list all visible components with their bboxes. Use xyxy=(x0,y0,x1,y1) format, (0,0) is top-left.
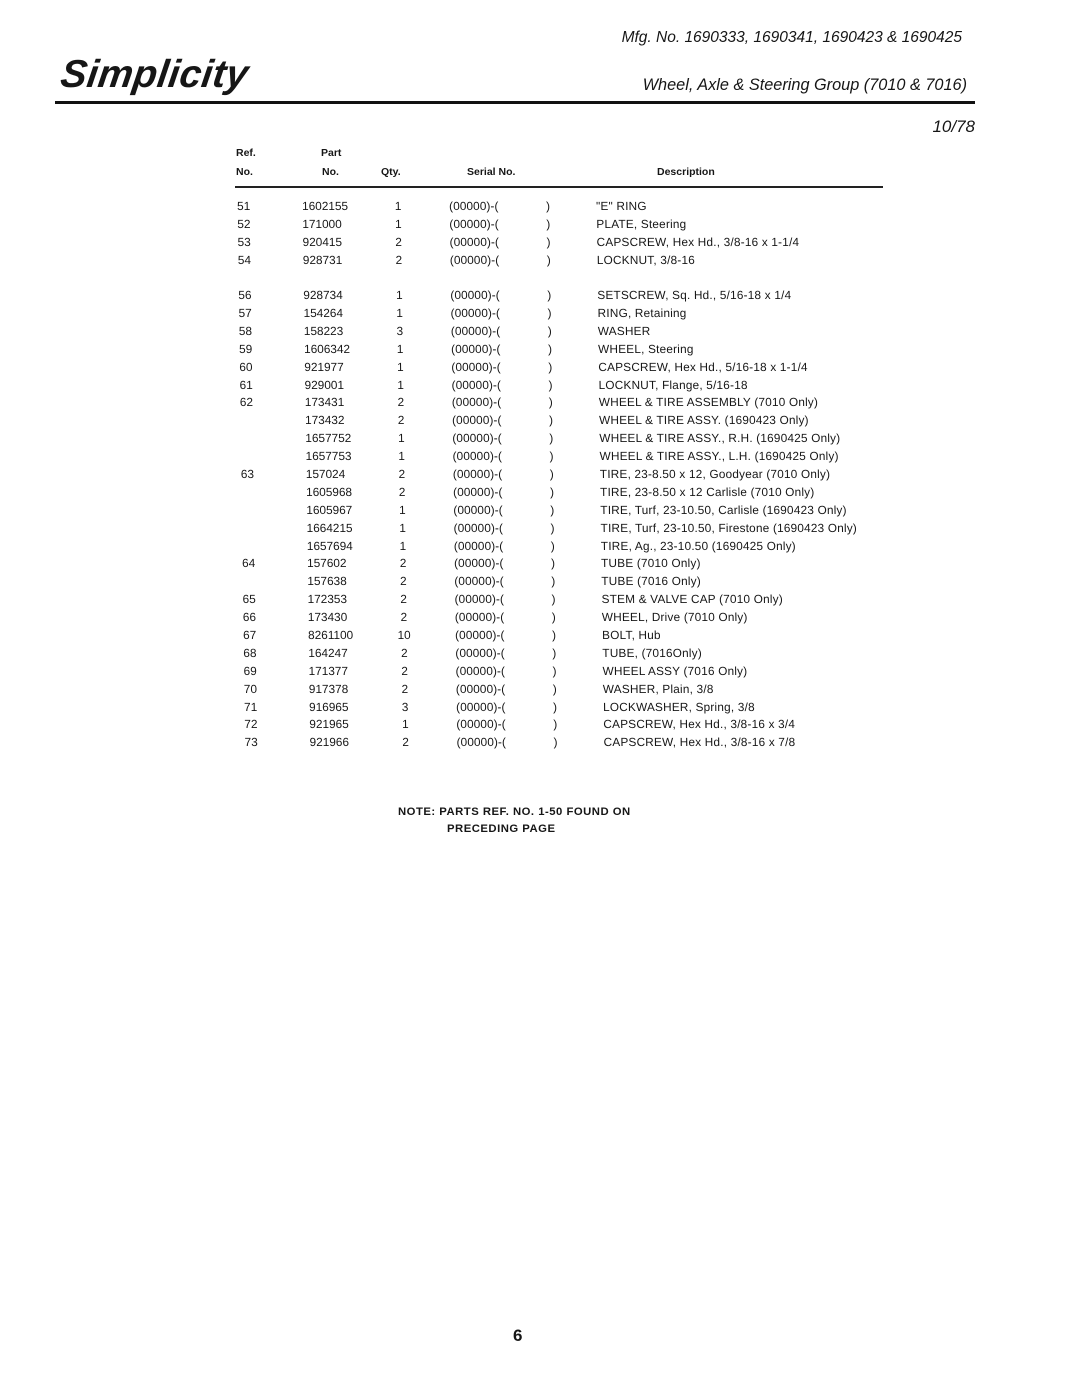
table-row xyxy=(2,359,1080,377)
part-number: 171377 xyxy=(308,663,349,678)
quantity: 2 xyxy=(399,556,407,571)
ref-number: 51 xyxy=(237,199,251,213)
table-row xyxy=(1,305,1080,323)
table-row xyxy=(1,287,1080,305)
serial-number-close: ) xyxy=(546,234,551,249)
serial-number-close: ) xyxy=(552,681,557,696)
part-number: 920415 xyxy=(302,234,343,249)
serial-number-close: ) xyxy=(551,556,556,571)
serial-number-close: ) xyxy=(549,449,554,464)
part-number: 928734 xyxy=(303,288,343,303)
column-header-qty: Qty. xyxy=(381,166,401,178)
serial-number: (00000)-( xyxy=(449,216,499,231)
serial-number: (00000)-( xyxy=(455,645,505,660)
description: CAPSCREW, Hex Hd., 5/16-18 x 1-1/4 xyxy=(598,359,808,374)
quantity: 1 xyxy=(399,538,407,553)
note-line-2: PRECEDING PAGE xyxy=(447,823,556,835)
table-row xyxy=(5,555,1080,573)
ref-number: 67 xyxy=(243,627,257,642)
description: TUBE (7010 Only) xyxy=(601,556,701,571)
column-header-description: Description xyxy=(657,166,715,178)
part-number: 1605968 xyxy=(306,484,353,499)
table-row xyxy=(3,412,1080,430)
serial-number-close: ) xyxy=(551,610,556,625)
header-rule xyxy=(55,101,975,104)
serial-number: (00000)-( xyxy=(451,359,501,374)
description: TUBE (7016 Only) xyxy=(601,574,702,589)
table-row xyxy=(4,466,1080,484)
ref-number: 60 xyxy=(239,359,253,374)
description: LOCKNUT, Flange, 5/16-18 xyxy=(598,377,748,392)
column-header-part-line2: No. xyxy=(322,166,339,178)
part-number: 1657753 xyxy=(305,449,352,464)
serial-number-close: ) xyxy=(553,699,558,714)
serial-number-close: ) xyxy=(550,484,555,499)
serial-number-close: ) xyxy=(553,735,558,750)
quantity: 1 xyxy=(396,359,404,374)
quantity: 2 xyxy=(397,413,405,428)
description: CAPSCREW, Hex Hd., 3/8-16 x 1-1/4 xyxy=(596,234,800,249)
serial-number: (00000)-( xyxy=(455,663,506,678)
ref-number: 65 xyxy=(242,592,256,607)
ref-number: 69 xyxy=(243,663,257,678)
group-title: Wheel, Axle & Steering Group (7010 & 7016) xyxy=(642,76,967,94)
description: TIRE, Ag., 23-10.50 (1690425 Only) xyxy=(600,538,796,553)
serial-number-close: ) xyxy=(549,431,554,446)
table-row xyxy=(6,627,1080,645)
part-number: 173432 xyxy=(305,413,345,428)
ref-number: 72 xyxy=(244,717,258,732)
serial-number: (00000)-( xyxy=(455,681,506,696)
serial-number: (00000)-( xyxy=(456,735,507,750)
quantity: 2 xyxy=(398,466,406,481)
description: TUBE, (7016Only) xyxy=(602,645,703,660)
serial-number-close: ) xyxy=(552,645,557,660)
ref-number: 52 xyxy=(237,216,251,231)
quantity: 2 xyxy=(398,484,406,499)
page-number: 6 xyxy=(513,1326,523,1345)
quantity: 1 xyxy=(395,288,403,303)
quantity: 2 xyxy=(399,574,407,589)
serial-number-close: ) xyxy=(546,216,551,231)
serial-number: (00000)-( xyxy=(452,449,503,464)
table-row xyxy=(0,198,1080,216)
description: TIRE, 23-8.50 x 12, Goodyear (7010 Only) xyxy=(599,466,831,481)
table-row xyxy=(3,394,1080,412)
description: WASHER xyxy=(597,323,651,338)
description: WHEEL, Steering xyxy=(598,341,694,356)
serial-number: (00000)-( xyxy=(453,502,503,517)
table-row xyxy=(4,484,1080,502)
ref-number: 71 xyxy=(244,699,258,714)
part-number: 921977 xyxy=(304,359,344,374)
part-number: 158223 xyxy=(303,323,344,338)
table-row xyxy=(7,681,1080,699)
part-number: 1664215 xyxy=(306,520,353,535)
table-row xyxy=(1,252,1080,270)
description: CAPSCREW, Hex Hd., 3/8-16 x 3/4 xyxy=(603,717,796,732)
ref-number: 61 xyxy=(239,377,253,392)
serial-number: (00000)-( xyxy=(451,377,502,392)
serial-number: (00000)-( xyxy=(451,395,502,410)
part-number: 157024 xyxy=(305,466,346,481)
description: WHEEL & TIRE ASSY. (1690423 Only) xyxy=(599,413,809,428)
serial-number-close: ) xyxy=(547,323,552,338)
table-row xyxy=(4,520,1080,538)
description: STEM & VALVE CAP (7010 Only) xyxy=(601,592,784,607)
ref-number: 56 xyxy=(238,288,252,303)
table-row xyxy=(0,234,1080,252)
serial-number-close: ) xyxy=(550,538,555,553)
table-row xyxy=(5,573,1080,591)
quantity: 1 xyxy=(396,305,403,320)
column-header-part-line1: Part xyxy=(321,147,342,159)
table-row xyxy=(3,448,1080,466)
part-number: 157602 xyxy=(307,556,347,571)
serial-number-close: ) xyxy=(548,359,553,374)
serial-number-close: ) xyxy=(550,502,555,517)
part-number: 171000 xyxy=(302,216,342,231)
serial-number: (00000)-( xyxy=(449,234,500,249)
quantity: 2 xyxy=(400,645,408,660)
part-number: 921966 xyxy=(309,735,350,750)
part-number: 929001 xyxy=(304,377,345,392)
table-row xyxy=(2,377,1080,395)
serial-number: (00000)-( xyxy=(456,699,506,714)
quantity: 2 xyxy=(400,610,408,625)
serial-number-close: ) xyxy=(548,395,553,410)
description: WHEEL ASSY (7016 Only) xyxy=(602,663,748,678)
ref-number: 63 xyxy=(240,466,255,481)
revision-date: 10/78 xyxy=(932,117,975,136)
ref-number: 57 xyxy=(238,305,252,320)
quantity: 1 xyxy=(394,199,402,213)
description: PLATE, Steering xyxy=(596,216,687,231)
serial-number-close: ) xyxy=(549,413,554,428)
quantity: 1 xyxy=(398,449,405,464)
part-number: 1606342 xyxy=(304,341,351,356)
quantity: 2 xyxy=(395,234,402,249)
serial-number: (00000)-( xyxy=(454,574,504,589)
serial-number-close: ) xyxy=(550,520,555,535)
part-number: 1657694 xyxy=(306,538,353,553)
quantity: 2 xyxy=(400,592,407,607)
ref-number: 70 xyxy=(243,681,258,696)
serial-number: (00000)-( xyxy=(454,592,505,607)
column-header-ref-line1: Ref. xyxy=(236,147,256,159)
table-row xyxy=(6,645,1080,663)
table-header-rule xyxy=(235,186,883,188)
serial-number-close: ) xyxy=(548,341,553,356)
serial-number: (00000)-( xyxy=(453,484,503,499)
serial-number: (00000)-( xyxy=(453,538,504,553)
quantity: 1 xyxy=(397,431,405,446)
part-number: 164247 xyxy=(308,645,348,660)
mfg-number-line: Mfg. No. 1690333, 1690341, 1690423 & 1690425 xyxy=(621,29,962,46)
part-number: 173430 xyxy=(307,610,348,625)
quantity: 2 xyxy=(395,252,403,267)
serial-number-close: ) xyxy=(548,377,553,392)
quantity: 2 xyxy=(401,681,409,696)
quantity: 2 xyxy=(397,395,405,410)
description: WHEEL, Drive (7010 Only) xyxy=(601,610,748,625)
serial-number: (00000)-( xyxy=(452,431,502,446)
description: LOCKWASHER, Spring, 3/8 xyxy=(603,699,755,714)
ref-number: 54 xyxy=(237,252,252,267)
quantity: 1 xyxy=(399,520,406,535)
quantity: 2 xyxy=(401,663,408,678)
part-number: 916965 xyxy=(309,699,349,714)
description: SETSCREW, Sq. Hd., 5/16-18 x 1/4 xyxy=(597,288,792,303)
serial-number: (00000)-( xyxy=(455,627,505,642)
ref-number: 58 xyxy=(238,323,253,338)
serial-number: (00000)-( xyxy=(454,556,504,571)
description: TIRE, Turf, 23-10.50, Carlisle (1690423 Only) xyxy=(600,502,847,517)
quantity: 1 xyxy=(397,377,404,392)
ref-number: 68 xyxy=(243,645,257,660)
note-line-1: NOTE: PARTS REF. NO. 1-50 FOUND ON xyxy=(398,806,631,818)
table-row xyxy=(7,734,1080,752)
description: "E" RING xyxy=(596,199,647,213)
ref-number: 62 xyxy=(239,395,254,410)
brand-logo: Simplicity xyxy=(58,53,252,96)
serial-number-close: ) xyxy=(551,574,556,589)
table-row xyxy=(3,430,1080,448)
quantity: 1 xyxy=(396,341,404,356)
table-row xyxy=(6,663,1080,681)
part-number: 1605967 xyxy=(306,502,353,517)
quantity: 1 xyxy=(401,717,409,732)
serial-number-close: ) xyxy=(552,663,557,678)
serial-number: (00000)-( xyxy=(449,252,500,267)
serial-number-close: ) xyxy=(546,252,551,267)
column-header-serial: Serial No. xyxy=(467,166,516,178)
description: RING, Retaining xyxy=(597,305,687,320)
serial-number: (00000)-( xyxy=(452,413,502,428)
description: TIRE, 23-8.50 x 12 Carlisle (7010 Only) xyxy=(600,484,815,499)
quantity: 3 xyxy=(396,323,404,338)
part-number: 154264 xyxy=(303,305,344,320)
quantity: 10 xyxy=(397,627,411,642)
ref-number: 53 xyxy=(237,234,251,249)
description: TIRE, Turf, 23-10.50, Firestone (1690423 Only) xyxy=(600,520,858,535)
serial-number: (00000)-( xyxy=(451,341,501,356)
serial-number-close: ) xyxy=(551,592,556,607)
quantity: 1 xyxy=(398,502,406,517)
serial-number: (00000)-( xyxy=(454,610,505,625)
description: BOLT, Hub xyxy=(602,627,661,642)
serial-number-close: ) xyxy=(547,305,552,320)
quantity: 1 xyxy=(394,216,402,231)
table-row xyxy=(5,538,1080,556)
part-number: 917378 xyxy=(308,681,349,696)
parts-group xyxy=(0,198,1080,270)
serial-number-close: ) xyxy=(553,717,558,732)
description: WHEEL & TIRE ASSY., R.H. (1690425 Only) xyxy=(599,431,841,446)
part-number: 921965 xyxy=(309,717,349,732)
serial-number: (00000)-( xyxy=(452,466,503,481)
table-row xyxy=(4,502,1080,520)
parts-group xyxy=(1,287,1080,752)
parts-rows xyxy=(0,198,1080,752)
description: WHEEL & TIRE ASSY., L.H. (1690425 Only) xyxy=(599,449,839,464)
serial-number-close: ) xyxy=(552,627,557,642)
table-row xyxy=(7,716,1080,734)
part-number: 173431 xyxy=(304,395,345,410)
quantity: 3 xyxy=(401,699,409,714)
serial-number-close: ) xyxy=(546,199,551,213)
serial-number: (00000)-( xyxy=(456,717,506,732)
serial-number: (00000)-( xyxy=(450,305,501,320)
part-number: 8261100 xyxy=(308,627,354,642)
part-number: 928731 xyxy=(302,252,343,267)
part-number: 1602155 xyxy=(302,199,349,213)
quantity: 2 xyxy=(402,735,409,750)
part-number: 1657752 xyxy=(305,431,352,446)
ref-number: 59 xyxy=(239,341,253,356)
table-row xyxy=(2,341,1080,359)
serial-number: (00000)-( xyxy=(449,199,499,213)
description: CAPSCREW, Hex Hd., 3/8-16 x 7/8 xyxy=(603,735,796,750)
serial-number: (00000)-( xyxy=(453,520,504,535)
table-row xyxy=(6,609,1080,627)
ref-number: 64 xyxy=(242,556,256,571)
serial-number: (00000)-( xyxy=(450,288,500,303)
description: WHEEL & TIRE ASSEMBLY (7010 Only) xyxy=(598,395,819,410)
ref-number: 66 xyxy=(242,610,257,625)
serial-number-close: ) xyxy=(547,288,552,303)
description: LOCKNUT, 3/8-16 xyxy=(596,252,696,267)
part-number: 157638 xyxy=(307,574,347,589)
table-row xyxy=(7,699,1080,717)
serial-number: (00000)-( xyxy=(450,323,501,338)
table-row xyxy=(2,323,1080,341)
description: WASHER, Plain, 3/8 xyxy=(602,681,714,696)
part-number: 172353 xyxy=(307,592,348,607)
ref-number: 73 xyxy=(244,735,258,750)
table-row xyxy=(5,591,1080,609)
table-row xyxy=(0,216,1080,234)
column-header-ref-line2: No. xyxy=(236,166,253,178)
serial-number-close: ) xyxy=(549,466,554,481)
